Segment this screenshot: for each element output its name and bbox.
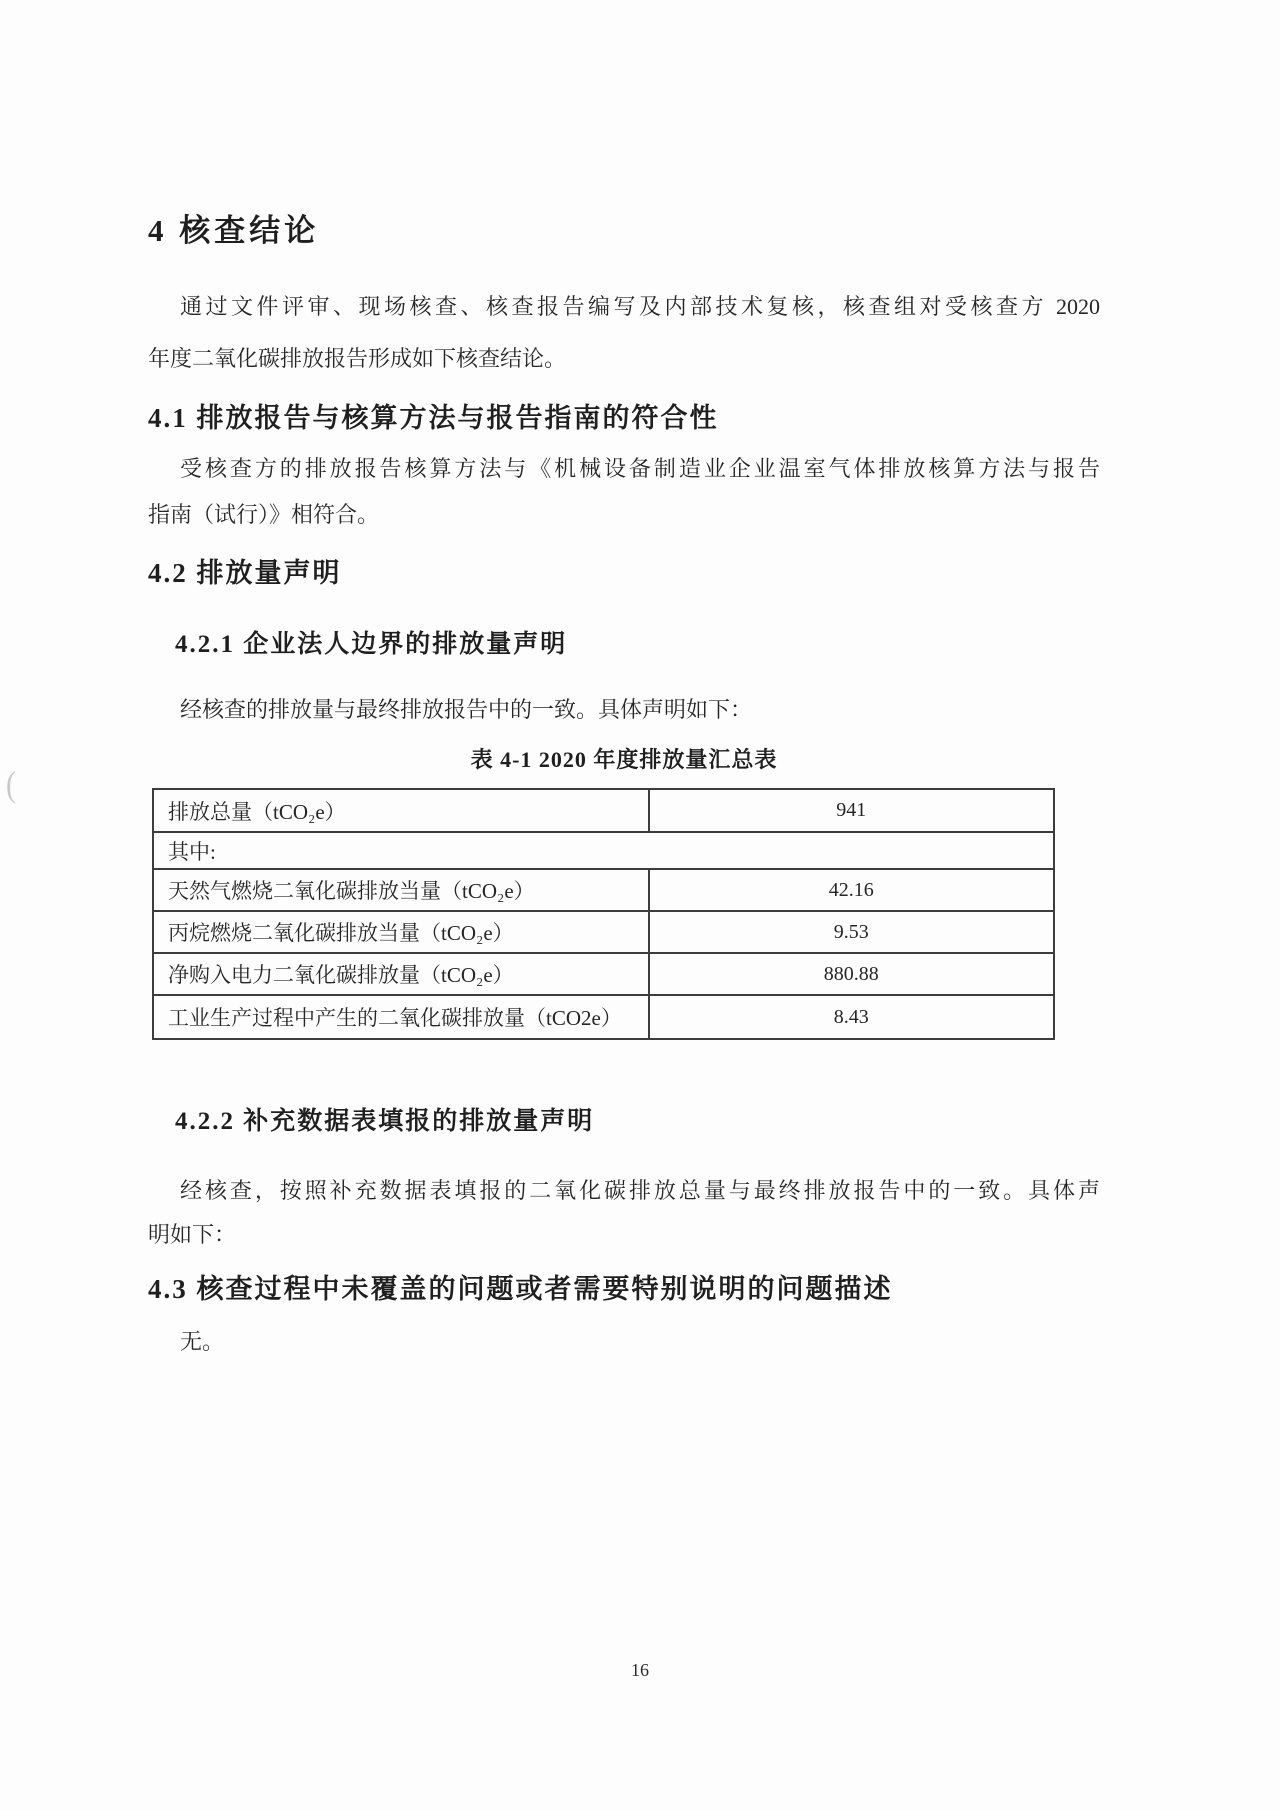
paragraph-line: 年度二氧化碳排放报告形成如下核查结论。 (148, 346, 567, 371)
table-row (153, 953, 1054, 995)
table-row (153, 789, 1054, 832)
paragraph-compliance (148, 452, 1100, 544)
table-cell-value: 8.43 (649, 995, 1054, 1039)
page-number: 16 (631, 1660, 649, 1680)
emissions-summary-table (152, 788, 1055, 1040)
table-row (153, 995, 1054, 1039)
table-row (153, 832, 1054, 869)
paragraph-line: 经核查，按照补充数据表填报的二氧化碳排放总量与最终排放报告中的一致。具体声 (180, 1178, 1100, 1203)
section-heading-4-2-2: 4.2.2 补充数据表填报的排放量声明 (175, 1108, 595, 1135)
table-row (153, 869, 1054, 911)
paragraph-line: 通过文件评审、现场核查、核查报告编写及内部技术复核，核查组对受核查方 2020 (180, 294, 1100, 319)
paragraph-entity-boundary: 经核查的排放量与最终排放报告中的一致。具体声明如下： (180, 697, 753, 722)
section-heading-4-2-1: 4.2.1 企业法人边界的排放量声明 (175, 631, 568, 658)
section-heading-4-1: 4.1 排放报告与核算方法与报告指南的符合性 (148, 403, 719, 433)
section-heading-4-2: 4.2 排放量声明 (148, 558, 342, 588)
table-cell-label: 净购入电力二氧化碳排放量（tCO₂e） (153, 953, 649, 995)
table-cell-label: 天然气燃烧二氧化碳排放当量（tCO₂e） (153, 869, 649, 911)
table-row (153, 911, 1054, 953)
table-cell-value: 9.53 (649, 911, 1054, 953)
table-cell-value: 42.16 (649, 869, 1054, 911)
table-cell-value: 880.88 (649, 953, 1054, 995)
paragraph-line: 受核查方的排放报告核算方法与《机械设备制造业企业温室气体排放核算方法与报告 (180, 456, 1100, 481)
section-heading-4-3: 4.3 核查过程中未覆盖的问题或者需要特别说明的问题描述 (148, 1274, 893, 1304)
table-cell-label: 工业生产过程中产生的二氧化碳排放量（tCO2e） (153, 995, 649, 1039)
table-cell-label: 其中: (153, 832, 1054, 869)
table-cell-label: 丙烷燃烧二氧化碳排放当量（tCO₂e） (153, 911, 649, 953)
table-cell-value: 941 (649, 789, 1054, 832)
table-caption: 表 4-1 2020 年度排放量汇总表 (470, 747, 778, 772)
paragraph-conclusion-intro (148, 290, 1100, 394)
paragraph-line: 指南（试行）》相符合。 (148, 502, 380, 527)
scan-artifact: ( (6, 764, 16, 805)
section-heading-4: 4 核查结论 (148, 213, 320, 248)
table-cell-label: 排放总量（tCO₂e） (153, 789, 649, 832)
paragraph-line: 明如下： (148, 1222, 237, 1247)
paragraph-none: 无。 (180, 1329, 225, 1354)
paragraph-supplementary-data (148, 1174, 1100, 1262)
